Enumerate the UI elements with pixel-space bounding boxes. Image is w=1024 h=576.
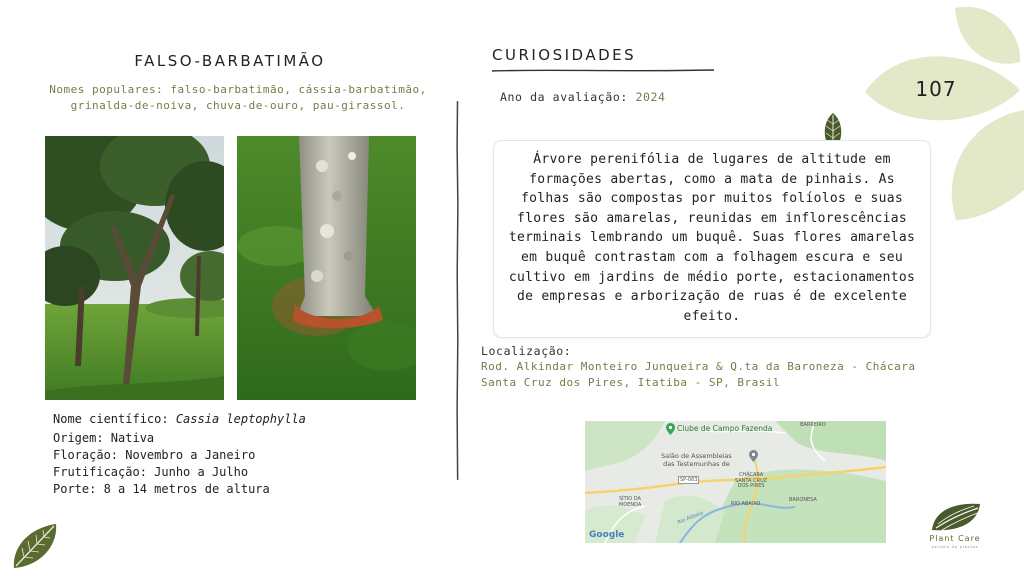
year-value: 2024 [635,90,666,104]
map-label-barreiro: BARREIRO [800,422,826,428]
brand-name: Plant Care [929,534,981,543]
map-pin-icon [749,450,758,462]
map-label-chacara [735,473,767,490]
location-address: Rod. Alkindar Monteiro Junqueira & Q.ta da Baroneza - Chácara Santa Cruz dos Pires, Itatiba - SP, Brasil [481,360,916,389]
scientific-name-label: Nome científico: [53,412,176,426]
curiosities-title: CURIOSIDADES [492,46,637,64]
map-pin-icon [666,423,675,435]
location-label: Localização: [481,344,572,358]
map-label-river: Rio Atibaia [676,510,705,526]
brand-logo-icon [930,502,982,532]
map-label-rio-abaixo: RIO ABAIXO [731,501,761,507]
map-label-chacara-line1: CHÁCARA [738,472,764,478]
flowering-row: Floração: Novembro a Janeiro [53,448,256,462]
popular-names-line1: Nomes populares: falso-barbatimão, cássia-barbatimão, [49,83,427,96]
map-poi-hall-line2: das Testemunhas de [663,460,730,468]
location-map[interactable] [585,421,886,543]
leaf-icon [10,522,60,570]
map-poi-club: Clube de Campo Fazenda [677,424,773,433]
year-label: Ano da avaliação: [500,90,636,104]
map-label-sitio [619,496,641,508]
map-label-chacara-line3: DOS PIRES [737,483,765,489]
map-poi-hall-line1: Salão de Assembleias [661,452,732,460]
column-divider [456,38,459,543]
plant-facts [53,411,306,498]
map-label-sitio-line1: SÍTIO DA [619,496,641,502]
size-row: Porte: 8 a 14 metros de altura [53,482,270,496]
trunk-photo [237,136,416,400]
evaluation-year [500,90,666,104]
scientific-name-row [53,411,306,428]
page-title: FALSO-BARBATIMÃO [134,52,326,70]
origin-row: Origem: Nativa [53,431,155,445]
map-poi-hall [661,452,732,468]
title-underline [492,68,714,73]
tree-photo [45,136,224,400]
brand-tagline: estúdio de plantas [931,545,979,549]
popular-names-line2: grinalda-de-noiva, chuva-de-ouro, pau-girassol. [70,99,406,112]
fruiting-row: Frutificação: Junho a Julho [53,465,249,479]
description-text: Árvore perenifólia de lugares de altitude em formações abertas, como a mata de pinhais. As folhas são compostas por muitos folíolos e suas flores são amarelas, reunidas em inflorescências terminais lembrando um buquê. Suas flores amarelas em buquê contrastam com a folhagem escura e seu cultivo em jardins de médio porte, estacionamentos de empresas e arborização de ruas é de excelente efeito. [508,152,916,324]
scientific-name-value: Cassia leptophylla [175,412,306,426]
map-google-logo: Google [589,530,625,540]
map-label-chacara-line2: SANTA CRUZ [735,477,768,484]
map-label-sitio-line2: MOENDA [619,502,642,508]
map-label-road: SP-063 [680,477,698,483]
map-label-baronesa: BARONESA [789,497,817,503]
popular-names [40,82,436,114]
plant-number-badge: 107 [915,77,957,101]
